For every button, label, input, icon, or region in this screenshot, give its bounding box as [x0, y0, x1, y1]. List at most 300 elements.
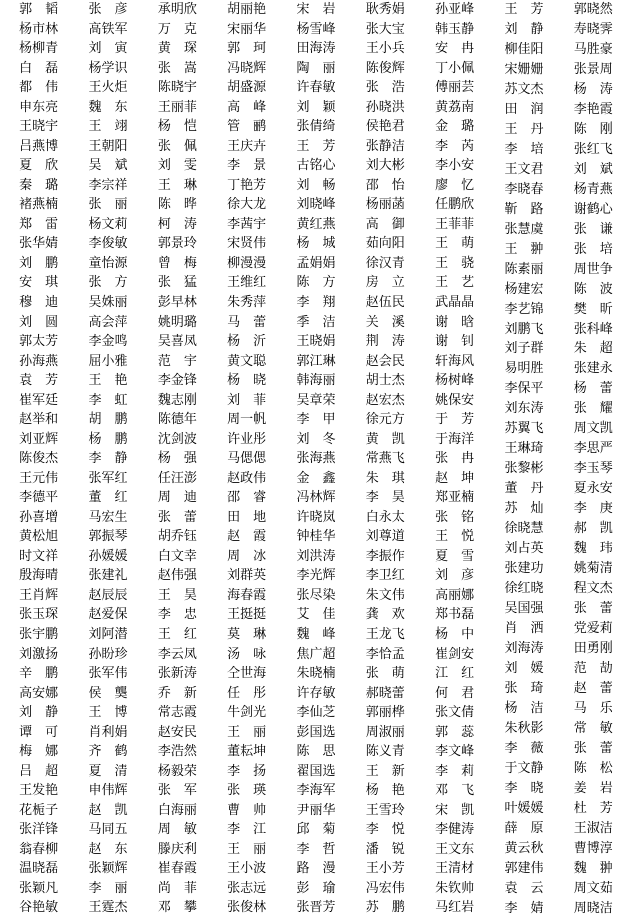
person-name: 张华婧: [19, 236, 59, 252]
person-name: 宋贤伟: [227, 236, 267, 252]
person-name: 李 庚: [573, 501, 613, 517]
person-name: 李宗祥: [88, 177, 128, 193]
person-name: 何 君: [435, 685, 475, 701]
person-name: 于海洋: [435, 431, 475, 447]
person-name: 王小兵: [365, 41, 405, 57]
name-column-3: [143, 3, 212, 915]
person-name: 任汪澎: [157, 470, 197, 486]
person-name: 谷艳敏: [19, 900, 59, 916]
person-name: 李 培: [504, 141, 544, 157]
person-name: 苏 灿: [504, 501, 544, 517]
person-name: 彭 瑜: [296, 880, 336, 896]
person-name: 廖 忆: [435, 177, 475, 193]
person-name: 李海军: [296, 783, 336, 799]
person-name: 梅 娜: [19, 744, 59, 760]
person-name: 刘 圆: [19, 314, 59, 330]
person-name: 刘激扬: [19, 646, 59, 662]
person-name: 龚 欢: [365, 607, 405, 623]
person-name: 党爱莉: [573, 621, 613, 637]
person-name: 刘占英: [504, 541, 544, 557]
name-column-1: [4, 3, 73, 915]
person-name: 赵 蕾: [573, 680, 613, 696]
person-name: 田 润: [504, 101, 544, 117]
person-name: 程文杰: [573, 581, 613, 597]
person-name: 常燕飞: [365, 451, 405, 467]
person-name: 朱秀萍: [227, 294, 267, 310]
person-name: 樊 昕: [573, 301, 613, 317]
person-name: 陈德年: [157, 412, 197, 428]
person-name: 苏翼飞: [504, 421, 544, 437]
person-name: 郭振琴: [88, 529, 128, 545]
person-name: 李 扬: [227, 763, 267, 779]
person-name: 王 琳: [157, 177, 197, 193]
person-name: 李 忠: [157, 607, 197, 623]
person-name: 王晓娟: [296, 334, 336, 350]
person-name: 魏志刚: [157, 392, 197, 408]
person-name: 韩海丽: [296, 373, 336, 389]
person-name: 陈义青: [365, 744, 405, 760]
person-name: 张静洁: [365, 138, 405, 154]
person-name: 安 琪: [19, 275, 59, 291]
person-name: 陈 晔: [157, 197, 197, 213]
person-name: 张玉琛: [19, 607, 59, 623]
name-column-2: [73, 3, 142, 915]
person-name: 吴章荣: [296, 392, 336, 408]
person-name: 叶媛媛: [504, 800, 544, 816]
person-name: 杨建宏: [504, 281, 544, 297]
name-column-9: [559, 3, 628, 915]
person-name: 杜 芳: [573, 800, 613, 816]
person-name: 秦 璐: [19, 177, 59, 193]
person-name: 常 敏: [573, 720, 613, 736]
person-name: 邓 飞: [435, 783, 475, 799]
person-name: 杨 洁: [504, 700, 544, 716]
person-name: 张 猛: [157, 275, 197, 291]
person-name: 时文祥: [19, 548, 59, 564]
person-name: 于 芳: [435, 412, 475, 428]
person-name: 黄 琛: [157, 41, 197, 57]
person-name: 许晓岚: [296, 509, 336, 525]
person-name: 白永太: [365, 509, 405, 525]
person-name: 武晶晶: [435, 294, 475, 310]
person-name: 李金锋: [157, 373, 197, 389]
person-name: 张文倩: [435, 705, 475, 721]
person-name: 王维红: [227, 275, 267, 291]
person-name: 高铁军: [88, 21, 128, 37]
person-name: 王肖辉: [19, 587, 59, 603]
person-name: 陈 方: [296, 275, 336, 291]
person-name: 刘 静: [504, 21, 544, 37]
person-name: 苏文杰: [504, 81, 544, 97]
person-name: 张倩绮: [296, 119, 336, 135]
person-name: 常志霞: [157, 705, 197, 721]
person-name: 魏 翀: [573, 860, 613, 876]
person-name: 周 迪: [157, 490, 197, 506]
person-name: 张海燕: [296, 451, 336, 467]
person-name: 李仙芝: [296, 705, 336, 721]
person-name: 易明胜: [504, 361, 544, 377]
person-name: 张 蕾: [573, 601, 613, 617]
person-name: 郭 珂: [227, 41, 267, 57]
person-name: 曹 帅: [227, 802, 267, 818]
person-name: 黄文聪: [227, 353, 267, 369]
person-name: 靳 路: [504, 201, 544, 217]
person-name: 朱文伟: [365, 587, 405, 603]
person-name: 杨 城: [296, 236, 336, 252]
person-name: 刘亚辉: [19, 431, 59, 447]
person-name: 李 昊: [365, 490, 405, 506]
person-name: 刘 静: [19, 705, 59, 721]
person-name: 吴 斌: [88, 158, 128, 174]
person-name: 张 谦: [573, 221, 613, 237]
person-name: 孙海燕: [19, 353, 59, 369]
person-name: 张红飞: [573, 141, 613, 157]
person-name: 寿晓霁: [573, 21, 613, 37]
person-name: 李德平: [19, 490, 59, 506]
person-name: 尹丽华: [296, 802, 336, 818]
person-name: 李金鸣: [88, 334, 128, 350]
person-name: 白 磊: [19, 60, 59, 76]
person-name: 李卫红: [365, 568, 405, 584]
person-name: 海春霞: [227, 587, 267, 603]
person-name: 王朝阳: [88, 138, 128, 154]
person-name: 李思严: [573, 441, 613, 457]
person-name: 杨学识: [88, 60, 128, 76]
person-name: 张新涛: [157, 666, 197, 682]
person-name: 赵 东: [88, 841, 128, 857]
person-name: 黄松旭: [19, 529, 59, 545]
person-name: 潘 锐: [365, 841, 405, 857]
person-name: 夏 清: [88, 763, 128, 779]
person-name: 穆 迪: [19, 294, 59, 310]
person-name: 周晓洁: [573, 900, 613, 916]
person-name: 王晓宇: [19, 119, 59, 135]
person-name: 杨丽菡: [365, 197, 405, 213]
person-name: 黄红燕: [296, 216, 336, 232]
person-name: 王菲菲: [435, 216, 475, 232]
person-name: 魏 东: [88, 99, 128, 115]
person-name: 王庆卉: [227, 138, 267, 154]
person-name: 赵爱保: [88, 607, 128, 623]
person-name: 谢 晗: [435, 314, 475, 330]
person-name: 李文峰: [435, 744, 475, 760]
person-name: 房 立: [365, 275, 405, 291]
person-name: 王 萌: [435, 236, 475, 252]
person-name: 王文君: [504, 161, 544, 177]
person-name: 李 景: [227, 158, 267, 174]
person-name: 袁 云: [504, 880, 544, 896]
person-name: 刘 寅: [88, 41, 128, 57]
person-name: 田 地: [227, 509, 267, 525]
person-name: 赵宏杰: [365, 392, 405, 408]
person-name: 钟桂华: [296, 529, 336, 545]
person-name: 刘 彦: [435, 568, 475, 584]
person-name: 李 婧: [504, 900, 544, 916]
person-name: 韩玉静: [435, 21, 475, 37]
person-name: 李光辉: [296, 568, 336, 584]
person-name: 王雪玲: [365, 802, 405, 818]
person-name: 刘洪涛: [296, 548, 336, 564]
person-name: 邱 菊: [296, 822, 336, 838]
person-name: 杨毅荣: [157, 763, 197, 779]
person-name: 刘东涛: [504, 401, 544, 417]
person-name: 王 翀: [504, 241, 544, 257]
person-name: 谢 钊: [435, 334, 475, 350]
person-name: 朱秋影: [504, 720, 544, 736]
person-name: 王元伟: [19, 470, 59, 486]
person-name: 赵政伟: [227, 470, 267, 486]
person-name: 李俊敏: [88, 236, 128, 252]
person-name: 赵 坤: [435, 470, 475, 486]
person-name: 侯艳君: [365, 119, 405, 135]
person-name: 魏 峰: [296, 627, 336, 642]
person-name: 杨 沂: [227, 334, 267, 350]
person-name: 古铭心: [296, 158, 336, 174]
person-name: 茹向阳: [365, 236, 405, 252]
person-name: 王琳琦: [504, 441, 544, 457]
person-name: 轩海风: [435, 353, 475, 369]
person-name: 李茜宇: [227, 216, 267, 232]
person-name: 徐元方: [365, 412, 405, 428]
person-name: 孟娟娟: [296, 255, 336, 271]
person-name: 周一帆: [227, 412, 267, 428]
person-name: 李恰孟: [365, 646, 405, 662]
person-name: 宋 岩: [296, 2, 336, 17]
person-name: 张 萌: [365, 666, 405, 682]
person-name: 郝晓蕾: [365, 685, 405, 701]
person-name: 张俊林: [227, 900, 267, 916]
person-name: 翟国选: [296, 763, 336, 779]
person-name: 万 克: [157, 21, 197, 37]
person-name: 陈晓宇: [157, 80, 197, 96]
person-name: 谢鹤心: [573, 201, 613, 217]
person-name: 周世争: [573, 261, 613, 277]
person-name: 张 瑛: [227, 783, 267, 799]
person-name: 丁小佩: [435, 60, 475, 76]
person-name: 刘海涛: [504, 641, 544, 656]
person-name: 周文茹: [573, 880, 613, 896]
person-name: 王 丽: [227, 841, 267, 857]
person-name: 张 冉: [435, 451, 475, 467]
person-name: 褚燕楠: [19, 197, 59, 213]
person-name: 李 哲: [296, 841, 336, 857]
person-name: 马胜豪: [573, 41, 613, 57]
person-name: 刘 冬: [296, 431, 336, 447]
person-name: 仝世海: [227, 666, 267, 682]
person-name: 白文幸: [157, 548, 197, 564]
person-name: 翁春柳: [19, 841, 59, 857]
person-name: 薛 原: [504, 820, 544, 836]
person-name: 王 艳: [88, 373, 128, 389]
person-name: 黄云秋: [504, 840, 544, 856]
person-name: 李 虹: [88, 392, 128, 408]
person-name: 孙盼珍: [88, 646, 128, 662]
person-name: 赵伟强: [157, 568, 197, 584]
person-name: 赵举和: [19, 412, 59, 428]
person-name: 柯 涛: [157, 216, 197, 232]
person-name: 张 浩: [365, 80, 405, 96]
person-name: 刘 颖: [296, 99, 336, 115]
person-name: 姜 岩: [573, 780, 613, 796]
person-name: 夏 雪: [435, 548, 475, 564]
person-name: 周淑丽: [365, 724, 405, 740]
person-name: 邓 攀: [157, 900, 197, 916]
person-name: 苏 鹏: [365, 900, 405, 916]
person-name: 胡士杰: [365, 373, 405, 389]
person-name: 高丽娜: [435, 587, 475, 603]
person-name: 张晋芳: [296, 900, 336, 916]
person-name: 夏 欣: [19, 158, 59, 174]
person-name: 管 鹂: [227, 119, 267, 135]
person-name: 李云凤: [157, 646, 197, 662]
person-name: 马 蕾: [227, 314, 267, 330]
person-name: 姚明璐: [157, 314, 197, 330]
person-name: 侯 龑: [88, 685, 128, 701]
person-name: 张洋锋: [19, 822, 59, 838]
person-name: 李晓春: [504, 181, 544, 197]
person-name: 承明欣: [157, 2, 197, 17]
person-name: 董耘坤: [227, 744, 267, 760]
person-name: 温晓磊: [19, 861, 59, 877]
person-name: 陈 思: [296, 744, 336, 760]
person-name: 李 甲: [296, 412, 336, 428]
person-name: 陶 丽: [296, 60, 336, 76]
person-name: 王 新: [365, 763, 405, 779]
person-name: 耿秀娟: [365, 2, 405, 17]
person-name: 高安娜: [19, 685, 59, 701]
person-name: 曾 梅: [157, 255, 197, 271]
person-name: 杨树峰: [435, 373, 475, 389]
person-name: 郑 雷: [19, 216, 59, 232]
person-name: 刘晓峰: [296, 197, 336, 213]
person-name: 杨市林: [19, 21, 59, 37]
person-name: 夏永安: [573, 481, 613, 497]
person-name: 李玉琴: [573, 461, 613, 477]
person-name: 江 红: [435, 666, 475, 682]
person-name: 范 劼: [573, 660, 613, 676]
person-name: 孙亚峰: [435, 2, 475, 17]
person-name: 齐 鹤: [88, 744, 128, 760]
person-name: 肖 洒: [504, 621, 544, 637]
person-name: 许存敏: [296, 685, 336, 701]
person-name: 杨 鹏: [88, 431, 128, 447]
person-name: 高会萍: [88, 314, 128, 330]
person-name: 王 博: [88, 705, 128, 721]
person-name: 李艳霞: [573, 101, 613, 117]
person-name: 彭国选: [296, 724, 336, 740]
person-name: 陈 刚: [573, 121, 613, 137]
person-name: 焦广超: [296, 646, 336, 662]
person-name: 金 璐: [435, 119, 475, 135]
person-name: 于文静: [504, 760, 544, 776]
person-name: 李保平: [504, 381, 544, 397]
person-name: 郭太芳: [19, 334, 59, 350]
person-name: 李艺锦: [504, 301, 544, 317]
person-name: 高 峰: [227, 99, 267, 115]
person-name: 赵伍民: [365, 294, 405, 310]
person-name: 郑书磊: [435, 607, 475, 623]
person-name: 安 冉: [435, 41, 475, 57]
person-name: 郭 韬: [19, 2, 59, 17]
person-name: 朱钦帅: [435, 880, 475, 896]
person-name: 马宏生: [88, 509, 128, 525]
person-name: 张 彦: [88, 2, 128, 17]
name-column-7: [420, 3, 489, 915]
person-name: 张志远: [227, 880, 267, 896]
person-name: 刘 雯: [157, 158, 197, 174]
person-name: 王 昊: [157, 587, 197, 603]
person-name: 袁 芳: [19, 373, 59, 389]
person-name: 王 翊: [88, 119, 128, 135]
person-name: 杨 蕾: [573, 381, 613, 397]
person-name: 崔春霞: [157, 861, 197, 877]
person-name: 张 耀: [573, 401, 613, 417]
person-name: 王小芳: [365, 861, 405, 877]
person-name: 郝 凯: [573, 521, 613, 537]
person-name: 张建礼: [88, 568, 128, 584]
person-name: 莫 琳: [227, 627, 267, 642]
person-name: 艾 佳: [296, 607, 336, 623]
person-name: 徐红晓: [504, 581, 544, 597]
person-name: 孙媛媛: [88, 548, 128, 564]
person-name: 杨青燕: [573, 181, 613, 197]
person-name: 王 丽: [227, 724, 267, 740]
person-name: 王 芳: [296, 138, 336, 154]
person-name: 任 彤: [227, 685, 267, 701]
name-column-6: [351, 3, 420, 915]
person-name: 朱 琪: [365, 470, 405, 486]
person-name: 刘 斌: [573, 161, 613, 177]
person-name: 李 江: [227, 822, 267, 838]
person-name: 许业彤: [227, 431, 267, 447]
person-name: 辛 鹏: [19, 666, 59, 682]
person-name: 傅丽芸: [435, 80, 475, 96]
person-name: 吕燕博: [19, 138, 59, 154]
person-name: 谭 可: [19, 724, 59, 740]
person-name: 刘 鹏: [19, 255, 59, 271]
person-name: 高 御: [365, 216, 405, 232]
person-name: 徐晓慧: [504, 521, 544, 537]
person-name: 赵安民: [157, 724, 197, 740]
person-name: 张 方: [88, 275, 128, 291]
person-name: 郭景玲: [157, 236, 197, 252]
person-name: 王小波: [227, 861, 267, 877]
person-name: 柳佳阳: [504, 41, 544, 57]
person-name: 荆 涛: [365, 334, 405, 350]
person-name: 张建永: [573, 361, 613, 377]
person-name: 张慧虞: [504, 221, 544, 237]
person-name: 刘大彬: [365, 158, 405, 174]
person-name: 郭晓然: [573, 2, 613, 17]
person-name: 姚菊清: [573, 561, 613, 577]
person-name: 王文东: [435, 841, 475, 857]
person-name: 刘 菲: [227, 392, 267, 408]
person-name: 姚保安: [435, 392, 475, 408]
person-name: 张 嵩: [157, 60, 197, 76]
person-name: 陈 松: [573, 760, 613, 776]
person-name: 陈 波: [573, 281, 613, 297]
person-name: 尚 菲: [157, 880, 197, 896]
person-name: 赵辰辰: [88, 587, 128, 603]
person-name: 赵 霞: [227, 529, 267, 545]
person-name: 吴国强: [504, 601, 544, 617]
person-name: 李 晓: [504, 780, 544, 796]
person-name: 董 红: [88, 490, 128, 506]
person-name: 朱晓楠: [296, 666, 336, 682]
person-name: 杨 强: [157, 451, 197, 467]
person-name: 殷海晴: [19, 568, 59, 584]
person-name: 王 丹: [504, 121, 544, 137]
